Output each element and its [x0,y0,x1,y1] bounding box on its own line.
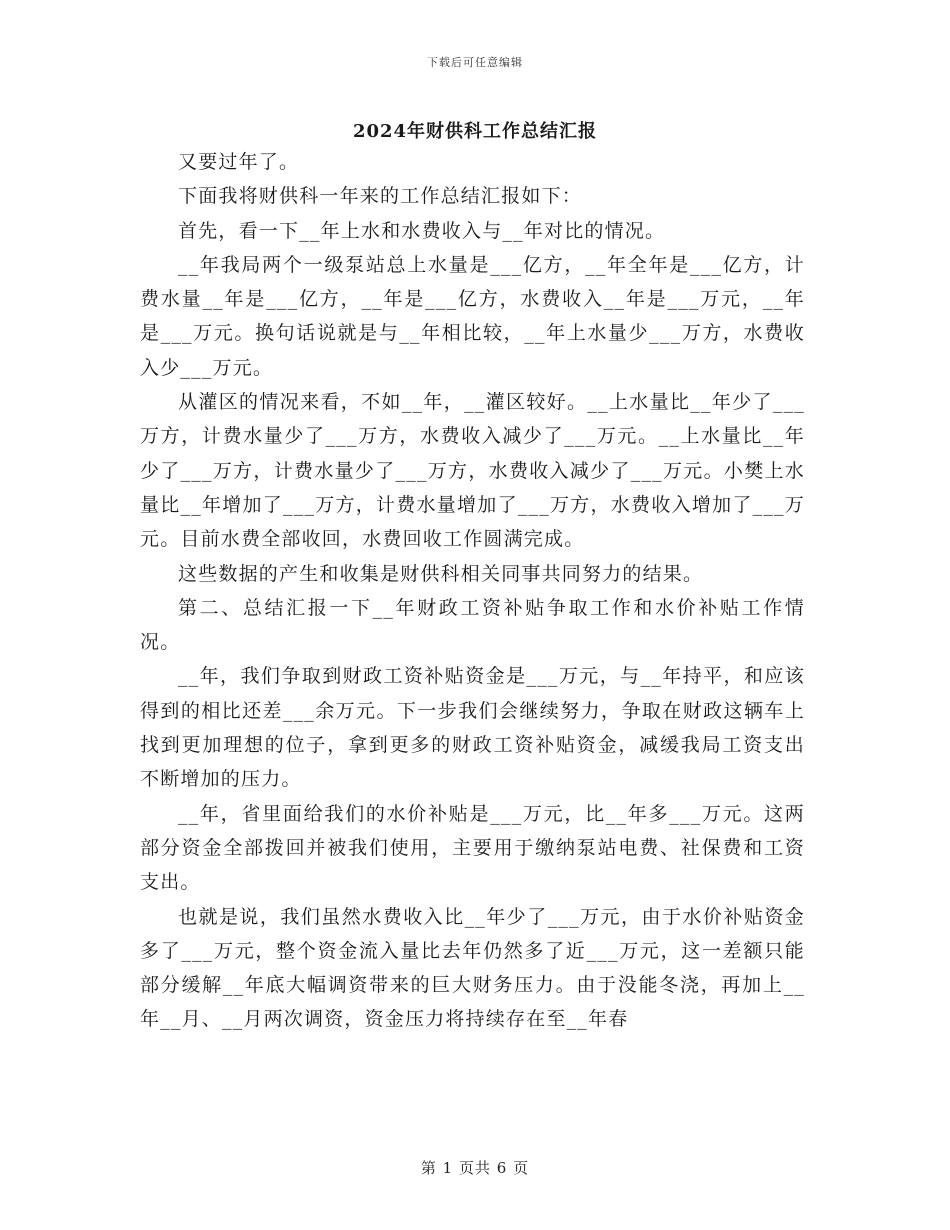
paragraph-4: __年我局两个一级泵站总上水量是___亿方，__年全年是___亿方，计费水量__年是___亿方，__年是___亿方，水费收入__年是___万元，__年是___万元。换句话说就是与__年相比较，__年上水量少___万方，水费收入少___万元。 [140,253,805,379]
paragraph-6: 这些数据的产生和收集是财供科相关同事共同努力的结果。 [178,562,704,585]
document-body [140,145,805,1037]
paragraph-9: __年，省里面给我们的水价补贴是___万元，比__年多___万元。这两部分资金全部拨回并被我们使用，主要用于缴纳泵站电费、社保费和工资支出。 [140,802,805,894]
document-title: 2024年财供科工作总结汇报 [352,121,598,142]
paragraph-1: 又要过年了。 [178,151,300,173]
paragraph-5: 从灌区的情况来看，不如__年，__灌区较好。__上水量比__年少了___万方，计费水量少了___万方，水费收入减少了___万元。__上水量比__年少了___万方，计费水量少了___万方，水费收入减少了___万元。小樊上水量比__年增加了___万方，计费水量增加了___万方，水费收入增加了___万元。目前水费全部收回，水费回收工作圆满完成。 [140,391,805,551]
page-header: 下载后可任意编辑 [427,56,523,69]
paragraph-7: 第二、总结汇报一下__年财政工资补贴争取工作和水价补贴工作情况。 [140,596,805,654]
paragraph-3: 首先，看一下__年上水和水费收入与__年对比的情况。 [178,219,666,242]
paragraph-8: __年，我们争取到财政工资补贴资金是___万元，与__年持平，和应该得到的相比还差___余万元。下一步我们会继续努力，争取在财政这辆车上找到更加理想的位子，拿到更多的财政工资补贴资金，减缓我局工资支出不断增加的压力。 [140,665,805,791]
paragraph-2: 下面我将财供科一年来的工作总结汇报如下： [178,185,583,208]
page-footer: 第 1 页共 6 页 [420,1159,530,1177]
paragraph-10: 也就是说，我们虽然水费收入比__年少了___万元，由于水价补贴资金多了___万元，整个资金流入量比去年仍然多了近___万元，这一差额只能部分缓解__年底大幅调资带来的巨大财务压力。由于没能冬浇，再加上__年__月、__月两次调资，资金压力将持续存在至__年春 [140,905,805,1031]
